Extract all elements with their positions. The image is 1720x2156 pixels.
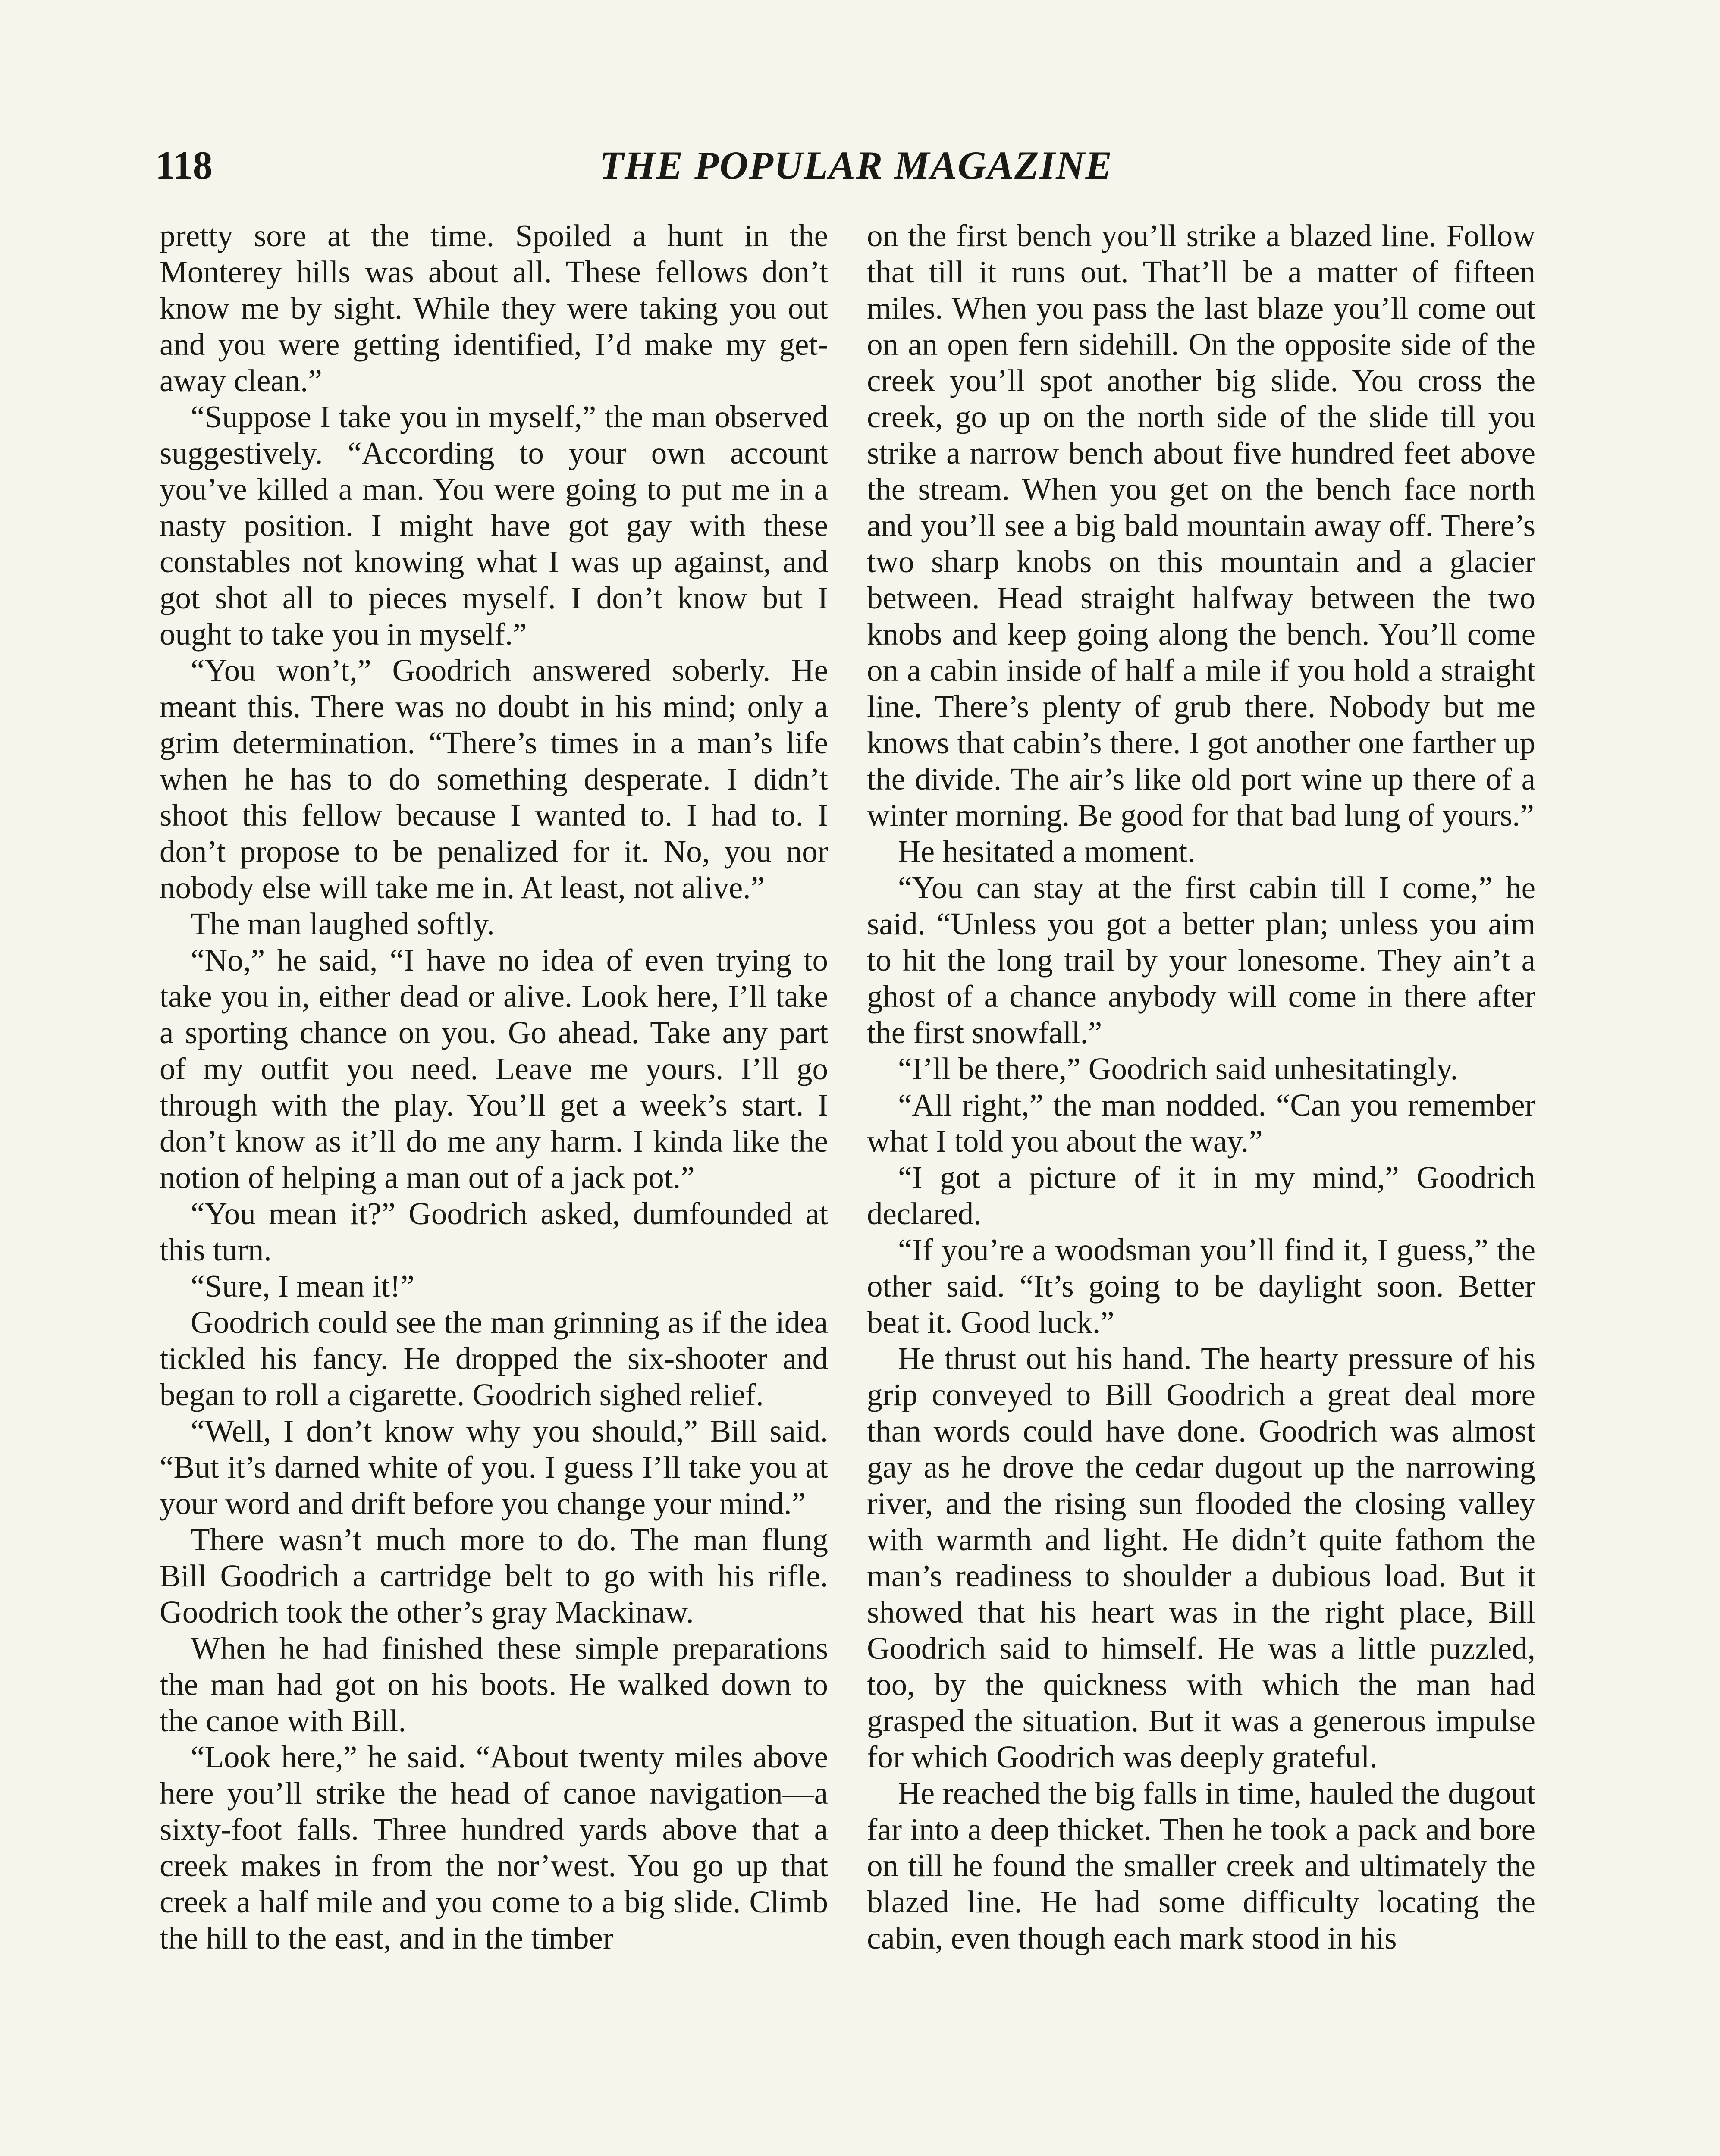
paragraph: There wasn’t much more to do. The man flung Bill Goodrich a cartridge belt to go with his rifle. Goodrich took the other’s gray Mackinaw. [160, 1522, 828, 1630]
paragraph: “No,” he said, “I have no idea of even trying to take you in, either dead or alive. Look here, I’ll take a sporting chance on you. Go ahead. Take any part of my outfit you need. Leave me yours. I’ll go through with the play. You’ll get a week’s start. I don’t know as it’ll do me any harm. I kinda like the notion of helping a man out of a jack pot.” [160, 943, 828, 1195]
paragraph: Goodrich could see the man grinning as if the idea tickled his fancy. He dropped the six-shooter and began to roll a cigarette. Goodrich sighed relief. [160, 1305, 828, 1412]
paragraph: When he had finished these simple preparations the man had got on his boots. He walked down to the canoe with Bill. [160, 1631, 828, 1738]
paragraph: “If you’re a woodsman you’ll find it, I guess,” the other said. “It’s going to be daylight soon. Better beat it. Good luck.” [867, 1232, 1535, 1340]
paragraph: “You mean it?” Goodrich asked, dumfounded at this turn. [160, 1196, 828, 1267]
paragraph: “You won’t,” Goodrich answered soberly. He meant this. There was no doubt in his mind; only a grim determination. “There’s times in a man’s life when he has to do something desperate. I didn’t shoot this fellow because I wanted to. I had to. I don’t propose to be penalized for it. No, you nor nobody else will take me in. At least, not alive.” [160, 653, 828, 905]
paragraph: The man laughed softly. [191, 906, 495, 941]
paragraph: He reached the big falls in time, hauled the dugout far into a deep thicket. Then he took a pack and bore on till he found the smaller creek and ultimately the blazed line. He had some difficulty locating the cabin, even though each mark stood in his [867, 1776, 1535, 1955]
page-number: 118 [155, 143, 213, 187]
paragraph: “Well, I don’t know why you should,” Bill said. “But it’s darned white of you. I guess I’ll take you at your word and drift before you change your mind.” [160, 1413, 828, 1521]
running-title: THE POPULAR MAGAZINE [599, 143, 1113, 187]
paragraph: “I’ll be there,” Goodrich said unhesitatingly. [898, 1051, 1458, 1086]
paragraph: “All right,” the man nodded. “Can you remember what I told you about the way.” [867, 1087, 1535, 1159]
paragraph: “Suppose I take you in myself,” the man observed suggestively. “According to your own account you’ve killed a man. You were going to put me in a nasty position. I might have got gay with these constables not knowing what I was up against, and got shot all to pieces myself. I don’t know but I ought to take you in myself.” [160, 399, 828, 652]
paragraph: “I got a picture of it in my mind,” Goodrich declared. [867, 1160, 1535, 1231]
paragraph: He thrust out his hand. The hearty pressure of his grip conveyed to Bill Goodrich a great deal more than words could have done. Goodrich was almost gay as he drove the cedar dugout up the narrowing river, and the rising sun flooded the closing valley with warmth and light. He didn’t quite fathom the man’s readiness to shoulder a dubious load. But it showed that his heart was in the right place, Bill Goodrich said to himself. He was a little puzzled, too, by the quickness with which the man had grasped the situation. But it was a generous impulse for which Goodrich was deeply grateful. [867, 1341, 1535, 1774]
paragraph: “You can stay at the first cabin till I come,” he said. “Unless you got a better plan; unless you aim to hit the long trail by your lonesome. They ain’t a ghost of a chance anybody will come in there after the first snowfall.” [867, 870, 1535, 1050]
right-column [867, 218, 1535, 2156]
left-column [160, 218, 828, 2156]
paragraph: on the first bench you’ll strike a blazed line. Follow that till it runs out. That’ll be a matter of fifteen miles. When you pass the last blaze you’ll come out on an open fern sidehill. On the opposite side of the creek you’ll spot another big slide. You cross the creek, go up on the north side of the slide till you strike a narrow bench about five hundred feet above the stream. When you get on the bench face north and you’ll see a big bald mountain away off. There’s two sharp knobs on this mountain and a glacier between. Head straight halfway between the two knobs and keep going along the bench. You’ll come on a cabin inside of half a mile if you hold a straight line. There’s plenty of grub there. Nobody but me knows that cabin’s there. I got another one farther up the divide. The air’s like old port wine up there of a winter morning. Be good for that bad lung of yours.” [867, 218, 1535, 833]
paragraph: “Sure, I mean it!” [191, 1269, 414, 1304]
page-header [155, 134, 1557, 198]
paragraph: pretty sore at the time. Spoiled a hunt in the Monterey hills was about all. These fellows don’t know me by sight. While they were taking you out and you were getting identified, I’d make my get-away clean.” [160, 218, 828, 398]
paragraph: He hesitated a moment. [898, 834, 1196, 869]
paragraph: “Look here,” he said. “About twenty miles above here you’ll strike the head of canoe navigation—a sixty-foot falls. Three hundred yards above that a creek makes in from the nor’west. You go up that creek a half mile and you come to a big slide. Climb the hill to the east, and in the timber [160, 1739, 828, 1955]
